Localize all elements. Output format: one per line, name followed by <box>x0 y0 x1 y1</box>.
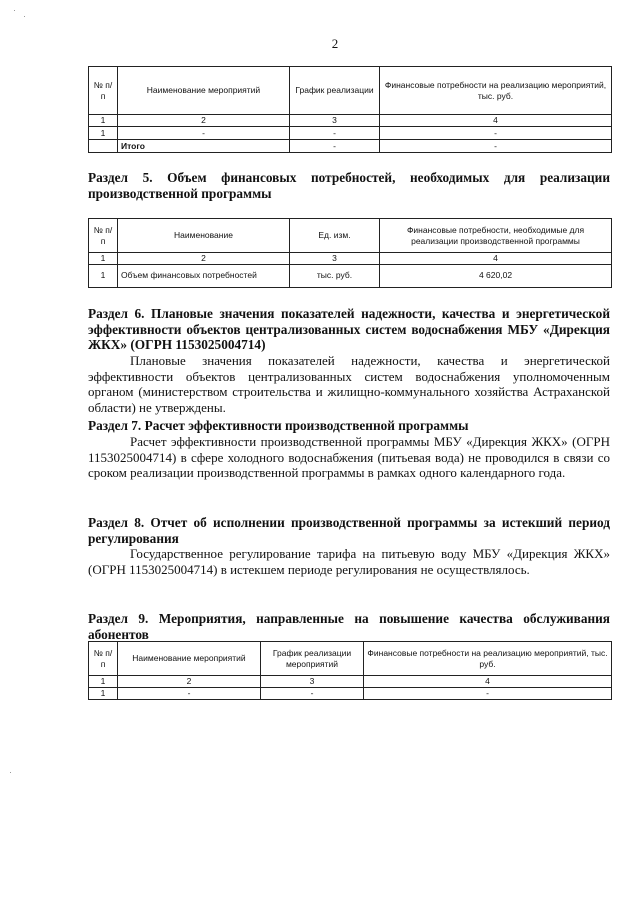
section5-heading: Раздел 5. Объем финансовых потребностей, необходимых для реализации производственной программы <box>88 170 610 201</box>
table-cell: 4 <box>364 676 612 688</box>
scan-speck <box>24 16 25 17</box>
table-cell: - <box>261 687 364 699</box>
section7-heading: Раздел 7. Расчет эффективности производственной программы <box>88 418 469 433</box>
table-total-row <box>89 140 612 153</box>
section6-heading: Раздел 6. Плановые значения показателей надежности, качества и энергетической эффективности объектов централизованных систем водоснабжения МБУ «Дирекция ЖКХ» (ОГРН 1153025004714) <box>88 306 610 352</box>
table-cell: 4 <box>380 253 612 265</box>
financial-needs-table <box>88 218 612 288</box>
col-header-name: Наименование мероприятий <box>118 642 261 676</box>
table-cell: - <box>118 687 261 699</box>
table-cell: - <box>290 140 380 153</box>
table-cell: 1 <box>89 264 118 287</box>
table-cell: 1 <box>89 676 118 688</box>
table-header-row <box>89 67 612 115</box>
table-cell: 1 <box>89 127 118 140</box>
table-header-row <box>89 642 612 676</box>
table-cell: тыс. руб. <box>290 264 380 287</box>
col-header-name: Наименование мероприятий <box>118 67 290 115</box>
table-row <box>89 264 612 287</box>
table-row <box>89 687 612 699</box>
table-cell <box>89 140 118 153</box>
scan-speck <box>14 10 15 11</box>
section9-heading: Раздел 9. Мероприятия, направленные на повышение качества обслуживания абонентов <box>88 611 610 642</box>
col-header-finance: Финансовые потребности, необходимые для реализации производственной программы <box>380 219 612 253</box>
table-cell: 1 <box>89 687 118 699</box>
total-label: Итого <box>118 140 290 153</box>
table-cell: - <box>380 127 612 140</box>
table-cell: 4 <box>380 115 612 127</box>
col-header-number: № п/п <box>89 67 118 115</box>
table-index-row <box>89 115 612 127</box>
table-cell: 2 <box>118 253 290 265</box>
page-number: 2 <box>331 36 339 51</box>
table-cell: 2 <box>118 676 261 688</box>
table-index-row <box>89 676 612 688</box>
col-header-schedule: График реализации <box>290 67 380 115</box>
col-header-unit: Ед. изм. <box>290 219 380 253</box>
section8-heading: Раздел 8. Отчет об исполнении производственной программы за истекший период регулирования <box>88 515 610 546</box>
scan-speck <box>10 772 11 773</box>
table-index-row <box>89 253 612 265</box>
section6-text: Плановые значения показателей надежности, качества и энергетической эффективности объектов централизованных систем водоснабжения уполномоченным органом (министерством строительства и жилищно-коммунального хозяйства Астраханской области) не утверждены. <box>88 353 610 415</box>
table-cell: - <box>290 127 380 140</box>
table-cell: - <box>118 127 290 140</box>
table-cell: 3 <box>290 115 380 127</box>
table-cell: - <box>364 687 612 699</box>
col-header-number: № п/п <box>89 642 118 676</box>
section8-text: Государственное регулирование тарифа на питьевую воду МБУ «Дирекция ЖКХ» (ОГРН 1153025004714) в истекшем периоде регулирования не осуществлялось. <box>88 546 610 577</box>
col-header-schedule: График реализации мероприятий <box>261 642 364 676</box>
table-row <box>89 127 612 140</box>
table-cell: 3 <box>290 253 380 265</box>
col-header-name: Наименование <box>118 219 290 253</box>
col-header-finance: Финансовые потребности на реализацию мероприятий, тыс. руб. <box>380 67 612 115</box>
table-cell: Объем финансовых потребностей <box>118 264 290 287</box>
table-cell: 1 <box>89 253 118 265</box>
table-header-row <box>89 219 612 253</box>
table-cell: 1 <box>89 115 118 127</box>
service-quality-table <box>88 641 612 700</box>
section7-text: Расчет эффективности производственной программы МБУ «Дирекция ЖКХ» (ОГРН 1153025004714) в сфере холодного водоснабжения (питьевая вода) не проводился в связи со сроком реализации производственной программы в рамках одного календарного года. <box>88 434 610 480</box>
table-cell: 4 620,02 <box>380 264 612 287</box>
table-cell: 3 <box>261 676 364 688</box>
col-header-number: № п/п <box>89 219 118 253</box>
table-cell: 2 <box>118 115 290 127</box>
events-table <box>88 66 612 153</box>
table-cell: - <box>380 140 612 153</box>
col-header-finance: Финансовые потребности на реализацию мероприятий, тыс. руб. <box>364 642 612 676</box>
